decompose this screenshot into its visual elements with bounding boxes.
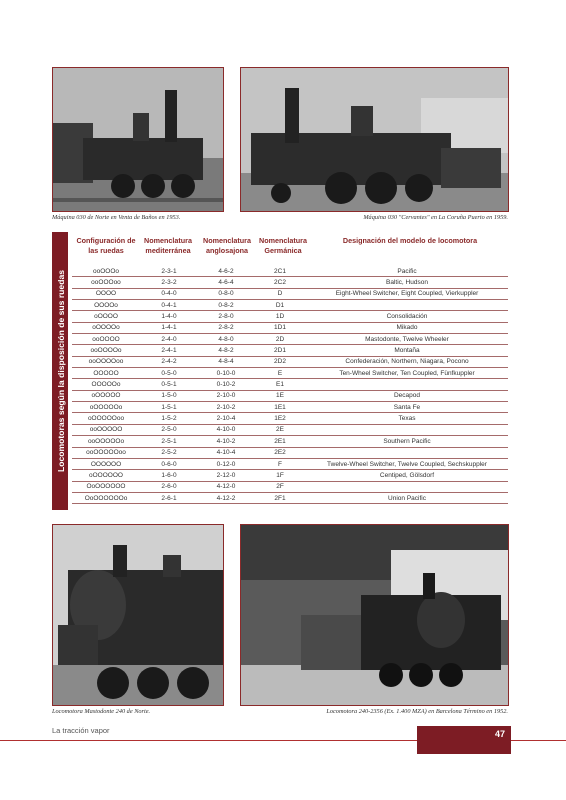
table-row (72, 300, 508, 311)
cell-mediterranean: 2-4-2 (161, 358, 177, 366)
cell-mediterranean: 2-4-1 (161, 347, 177, 355)
cell-mediterranean: 2-5-2 (161, 449, 177, 457)
cell-mediterranean: 0-5-1 (161, 381, 177, 389)
table-row (72, 493, 508, 504)
table-row (72, 379, 508, 390)
table-row (72, 436, 508, 447)
cell-anglosaxon: 2-8-2 (218, 324, 234, 332)
cell-designation: Confederación, Northern, Niagara, Pocono (345, 358, 469, 366)
cell-germanic: 1E (276, 392, 284, 400)
cell-germanic: 1E2 (274, 415, 286, 423)
cell-configuration: ooOOOOO (89, 426, 123, 434)
cell-configuration: oOOOO (94, 313, 118, 321)
cell-anglosaxon: 2-8-0 (218, 313, 234, 321)
cell-configuration: ooOOOOOo (87, 437, 125, 445)
photo3-caption: Locomotora Mastodonte 240 de Norte. (52, 708, 151, 715)
cell-configuration: oOOOOOoo (87, 415, 125, 423)
cell-designation: Ten-Wheel Switcher, Ten Coupled, Fünfkuppler (339, 369, 475, 377)
cell-mediterranean: 0-4-1 (161, 301, 177, 309)
cell-anglosaxon: 4-8-0 (218, 335, 234, 343)
photo1-caption: Máquina 030 de Norte en Venta de Baños en 1953. (52, 214, 181, 221)
cell-anglosaxon: 4-8-4 (218, 358, 234, 366)
locomotive-table (72, 266, 508, 504)
photo-locomotive-030-norte (52, 67, 224, 212)
cell-mediterranean: 0-6-0 (161, 460, 177, 468)
cell-anglosaxon: 0-10-0 (216, 369, 236, 377)
cell-mediterranean: 2-3-1 (161, 267, 177, 275)
cell-mediterranean: 1-5-1 (161, 403, 177, 411)
cell-configuration: oOOOOOo (89, 403, 123, 411)
cell-designation: Mikado (396, 324, 418, 332)
header-wheel-configuration: Configuración de las ruedas (76, 236, 136, 255)
cell-mediterranean: 2-6-1 (161, 494, 177, 502)
cell-mediterranean: 1-6-0 (161, 471, 177, 479)
cell-designation: Union Pacific (388, 494, 426, 502)
cell-configuration: oOOOOOO (89, 471, 123, 479)
cell-configuration: ooOOOOOoo (86, 449, 126, 457)
cell-anglosaxon: 4-10-4 (216, 449, 236, 457)
cell-mediterranean: 2-5-1 (161, 437, 177, 445)
header-mediterranean: Nomenclatura mediterránea (144, 236, 192, 255)
cell-configuration: ooOOOOo (90, 347, 122, 355)
cell-mediterranean: 2-5-0 (161, 426, 177, 434)
table-row (72, 391, 508, 402)
cell-designation: Texas (398, 415, 416, 423)
cell-designation: Twelve-Wheel Switcher, Twelve Coupled, Sechskuppler (327, 460, 487, 468)
cell-configuration: OoOOOOOO (86, 483, 126, 491)
header-germanic: Nomenclatura Germánica (259, 236, 307, 255)
cell-anglosaxon: 2-12-0 (216, 471, 236, 479)
table-row (72, 470, 508, 481)
cell-anglosaxon: 0-10-2 (216, 381, 236, 389)
table-row (72, 425, 508, 436)
cell-germanic: 2E (276, 426, 284, 434)
table-row (72, 459, 508, 470)
cell-germanic: D1 (275, 301, 285, 309)
table-row (72, 289, 508, 300)
cell-germanic: 1F (276, 471, 284, 479)
cell-mediterranean: 1-5-2 (161, 415, 177, 423)
cell-germanic: 1D1 (274, 324, 286, 332)
cell-configuration: OOOOOO (90, 460, 122, 468)
cell-germanic: 2C2 (274, 279, 286, 287)
cell-configuration: ooOOOoo (91, 279, 121, 287)
cell-configuration: ooOOOO (92, 335, 120, 343)
cell-germanic: E (277, 369, 283, 377)
cell-configuration: OOOOo (94, 301, 118, 309)
photo-locomotive-mastodonte (52, 524, 224, 706)
cell-anglosaxon: 2-10-2 (216, 403, 236, 411)
cell-germanic: E1 (276, 381, 284, 389)
page-number: 47 (494, 729, 505, 739)
cell-mediterranean: 1-5-0 (161, 392, 177, 400)
table-row (72, 334, 508, 345)
table-row (72, 323, 508, 334)
cell-anglosaxon: 4-12-0 (216, 483, 236, 491)
table-row (72, 368, 508, 379)
cell-anglosaxon: 0-12-0 (216, 460, 236, 468)
cell-mediterranean: 2-4-0 (161, 335, 177, 343)
table-row (72, 345, 508, 356)
footer-page-box (417, 726, 511, 754)
cell-anglosaxon: 0-8-2 (218, 301, 234, 309)
cell-mediterranean: 1-4-1 (161, 324, 177, 332)
cell-configuration: oOOOOo (92, 324, 120, 332)
cell-designation: Mastodonte, Twelve Wheeler (365, 335, 449, 343)
cell-germanic: F (278, 460, 282, 468)
cell-mediterranean: 1-4-0 (161, 313, 177, 321)
photo-locomotive-barcelona-termino (240, 524, 509, 706)
cell-anglosaxon: 4-12-2 (216, 494, 236, 502)
cell-designation: Consolidación (386, 313, 428, 321)
cell-designation: Southern Pacific (383, 437, 431, 445)
cell-germanic: 2D2 (274, 358, 286, 366)
cell-configuration: oOOOOO (91, 392, 121, 400)
cell-mediterranean: 0-4-0 (161, 290, 177, 298)
footer-section-title: La tracción vapor (52, 726, 110, 735)
cell-anglosaxon: 4-10-0 (216, 426, 236, 434)
cell-germanic: 2E1 (274, 437, 286, 445)
cell-configuration: ooOOOo (92, 267, 119, 275)
cell-anglosaxon: 2-10-4 (216, 415, 236, 423)
cell-anglosaxon: 2-10-0 (216, 392, 236, 400)
cell-configuration: OOOOO (93, 369, 119, 377)
table-row (72, 357, 508, 368)
table-row (72, 266, 508, 277)
header-anglosaxon: Nomenclatura anglosajona (203, 236, 251, 255)
cell-germanic: 2E2 (274, 449, 286, 457)
photo-locomotive-cervantes (240, 67, 509, 212)
cell-configuration: ooOOOOoo (88, 358, 124, 366)
cell-designation: Baltic, Hudson (386, 279, 428, 287)
header-model-designation: Designación del modelo de locomotora (342, 236, 478, 245)
cell-anglosaxon: 4-6-4 (218, 279, 234, 287)
cell-designation: Santa Fe (393, 403, 421, 411)
photo4-caption: Locomotora 240-2356 (Ex. 1.400 MZA) en Barcelona Término en 1952. (326, 708, 508, 715)
table-row (72, 311, 508, 322)
cell-germanic: 1D (275, 313, 285, 321)
table-row (72, 277, 508, 288)
cell-configuration: OOOO (95, 290, 117, 298)
table-row (72, 448, 508, 459)
cell-germanic: 2C1 (274, 267, 286, 275)
table-row (72, 413, 508, 424)
cell-designation: Pacific (397, 267, 417, 275)
cell-mediterranean: 2-6-0 (161, 483, 177, 491)
cell-designation: Eight-Wheel Switcher, Eight Coupled, Vierkuppler (335, 290, 479, 298)
cell-anglosaxon: 4-10-2 (216, 437, 236, 445)
table-row (72, 402, 508, 413)
table-row (72, 482, 508, 493)
cell-mediterranean: 0-5-0 (161, 369, 177, 377)
cell-designation: Centiped, Gölsdorf (379, 471, 435, 479)
cell-mediterranean: 2-3-2 (161, 279, 177, 287)
cell-anglosaxon: 4-6-2 (218, 267, 234, 275)
cell-germanic: D (277, 290, 283, 298)
cell-anglosaxon: 4-8-2 (218, 347, 234, 355)
cell-germanic: 2F1 (274, 494, 286, 502)
table-sidebar-title: Locomotoras según la disposición de sus ruedas (56, 270, 66, 472)
photo2-caption: Máquina 030 "Cervantes" en La Coruña Puerto en 1959. (363, 214, 508, 221)
cell-configuration: OOOOOo (91, 381, 121, 389)
cell-configuration: OoOOOOOOo (84, 494, 128, 502)
cell-designation: Montaña (394, 347, 420, 355)
cell-germanic: 2F (276, 483, 284, 491)
cell-designation: Decapod (393, 392, 421, 400)
cell-germanic: 2D (275, 335, 285, 343)
cell-anglosaxon: 0-8-0 (218, 290, 234, 298)
cell-germanic: 2D1 (274, 347, 286, 355)
cell-germanic: 1E1 (274, 403, 286, 411)
